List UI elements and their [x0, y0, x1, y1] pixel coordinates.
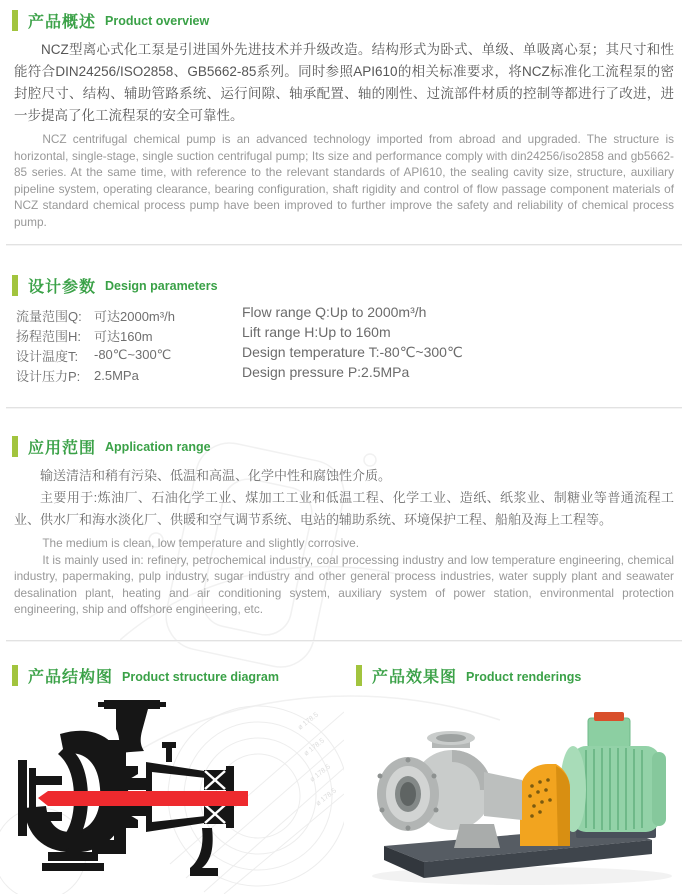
parameters-title-en: Design parameters: [105, 279, 218, 293]
section-accent-bar: [356, 665, 362, 686]
application-title-en: Application range: [105, 440, 211, 454]
param-line-lift-en: Lift range H:Up to 160m: [242, 324, 391, 340]
application-line1-cn: 输送清洁和稍有污染、低温和高温、化学中性和腐蚀性介质。: [40, 468, 392, 483]
param-row-lift: [16, 325, 242, 345]
parameters-title-cn: 设计参数: [28, 278, 97, 296]
section-design-parameters: [0, 273, 688, 385]
param-value: 2.5MPa: [94, 367, 139, 383]
overview-title-en: Product overview: [105, 14, 210, 28]
section-accent-bar: [12, 436, 18, 457]
param-row-temperature: [16, 345, 242, 365]
parameters-header: [0, 273, 688, 297]
pump-cross-section-svg: [0, 694, 344, 894]
param-label: 设计温度T:: [16, 348, 79, 364]
structure-title-cn: 产品结构图: [28, 669, 114, 686]
param-label: 扬程范围H:: [16, 328, 82, 344]
dim-label: ø 178.5: [296, 710, 320, 732]
dim-label: ø 178.5: [308, 762, 332, 784]
renderings-header: [344, 664, 688, 688]
section-divider: [6, 244, 682, 246]
structure-header: [0, 664, 344, 688]
parameters-column-en: [242, 302, 674, 385]
structure-diagram-figure: [0, 694, 344, 894]
coupling-guard: [520, 763, 570, 845]
section-accent-bar: [12, 275, 18, 296]
param-row-flow: [16, 305, 242, 325]
overview-header: [0, 8, 688, 32]
shaft-highlight: [38, 791, 248, 806]
section-application-range: [0, 434, 688, 618]
application-title-cn: 应用范围: [28, 439, 97, 457]
section-divider: [6, 407, 682, 409]
param-value: 可达2000m³/h: [94, 308, 175, 324]
structure-title-en: Product structure diagram: [122, 669, 279, 684]
pump-render-svg: [344, 694, 688, 894]
param-value: -80℃~300℃: [94, 347, 172, 362]
pump-casing: [377, 731, 522, 848]
param-line-flow-en: Flow range Q:Up to 2000m³/h: [242, 304, 427, 320]
dim-label: ø 178.5: [302, 736, 326, 758]
application-line1-en: The medium is clean, low temperature and slightly corrosive.: [42, 536, 359, 550]
overview-title-cn: 产品概述: [28, 13, 97, 31]
overview-paragraph-cn: NCZ型离心式化工泵是引进国外先进技术并升级改造。结构形式为卧式、单级、单吸离心泵；其尺寸和性能符合DIN24256/ISO2858、GB5662-85系列。同时参照API610的相关标准要求，将NCZ标准化工流程泵的密封腔尺寸、结构、辅助管路系统、运行间隙、轴承配置、轴的刚性、过流部件材质的控制等都进行了改进，进一步提高了化工流程泵的安全可靠性。: [14, 42, 674, 123]
section-product-overview: [0, 0, 688, 230]
dim-label: ø 178.5: [314, 786, 338, 808]
param-row-pressure: [16, 365, 242, 385]
param-line-pressure-en: Design pressure P:2.5MPa: [242, 364, 410, 380]
param-value: 可达160m: [94, 328, 153, 344]
parameters-column-cn: [16, 305, 242, 385]
param-line-temperature-en: Design temperature T:-80℃~300℃: [242, 344, 463, 360]
param-label: 设计压力P:: [16, 368, 81, 384]
application-header: [0, 434, 688, 458]
section-divider: [6, 640, 682, 642]
product-rendering-figure: [344, 694, 688, 894]
bottom-figures: [0, 664, 688, 894]
section-accent-bar: [12, 10, 18, 31]
section-accent-bar: [12, 665, 18, 686]
application-line2-en: It is mainly used in: refinery, petrochemical industry, coal processing industry and low temperature engineering, chemical industry, papermaking, pulp industry, sugar industry and other general process industries, water supply plant and seawater desalination plant, heating and air conditioning system, auxiliary system of power station, environmental protection engineering, ship and offshore engineering, etc.: [14, 552, 674, 616]
renderings-title-en: Product renderings: [466, 669, 582, 684]
application-line2-cn: 主要用于:炼油厂、石油化学工业、煤加工工业和低温工程、化学工业、造纸、纸浆业、制糖业等普通流程工业、供水厂和海水淡化厂、供暖和空气调节系统、电站的辅助系统、环境保护工程、船舶及海上工程等。: [14, 490, 674, 527]
motor: [560, 712, 666, 832]
overview-paragraph-en: NCZ centrifugal chemical pump is an advanced technology imported from abroad and upgraded. The structure is horizontal, single-stage, single suction centrifugal pump; Its size and performance comply with din24256/iso2858 and gb5662-85 series. At the same time, with reference to the relevant standards of API610, the sealing cavity size, structure, auxiliary pipeline system, operating clearance, bearing configuration, shaft rigidity and control of flow passage component materials of NCZ standard chemical process pump have been improved to further improve the safety and reliability of chemical process pump.: [14, 132, 674, 229]
structure-column: [0, 664, 344, 894]
renderings-title-cn: 产品效果图: [372, 669, 458, 686]
renderings-column: [344, 664, 688, 894]
parameters-table: [0, 297, 688, 385]
param-label: 流量范围Q:: [16, 308, 82, 324]
